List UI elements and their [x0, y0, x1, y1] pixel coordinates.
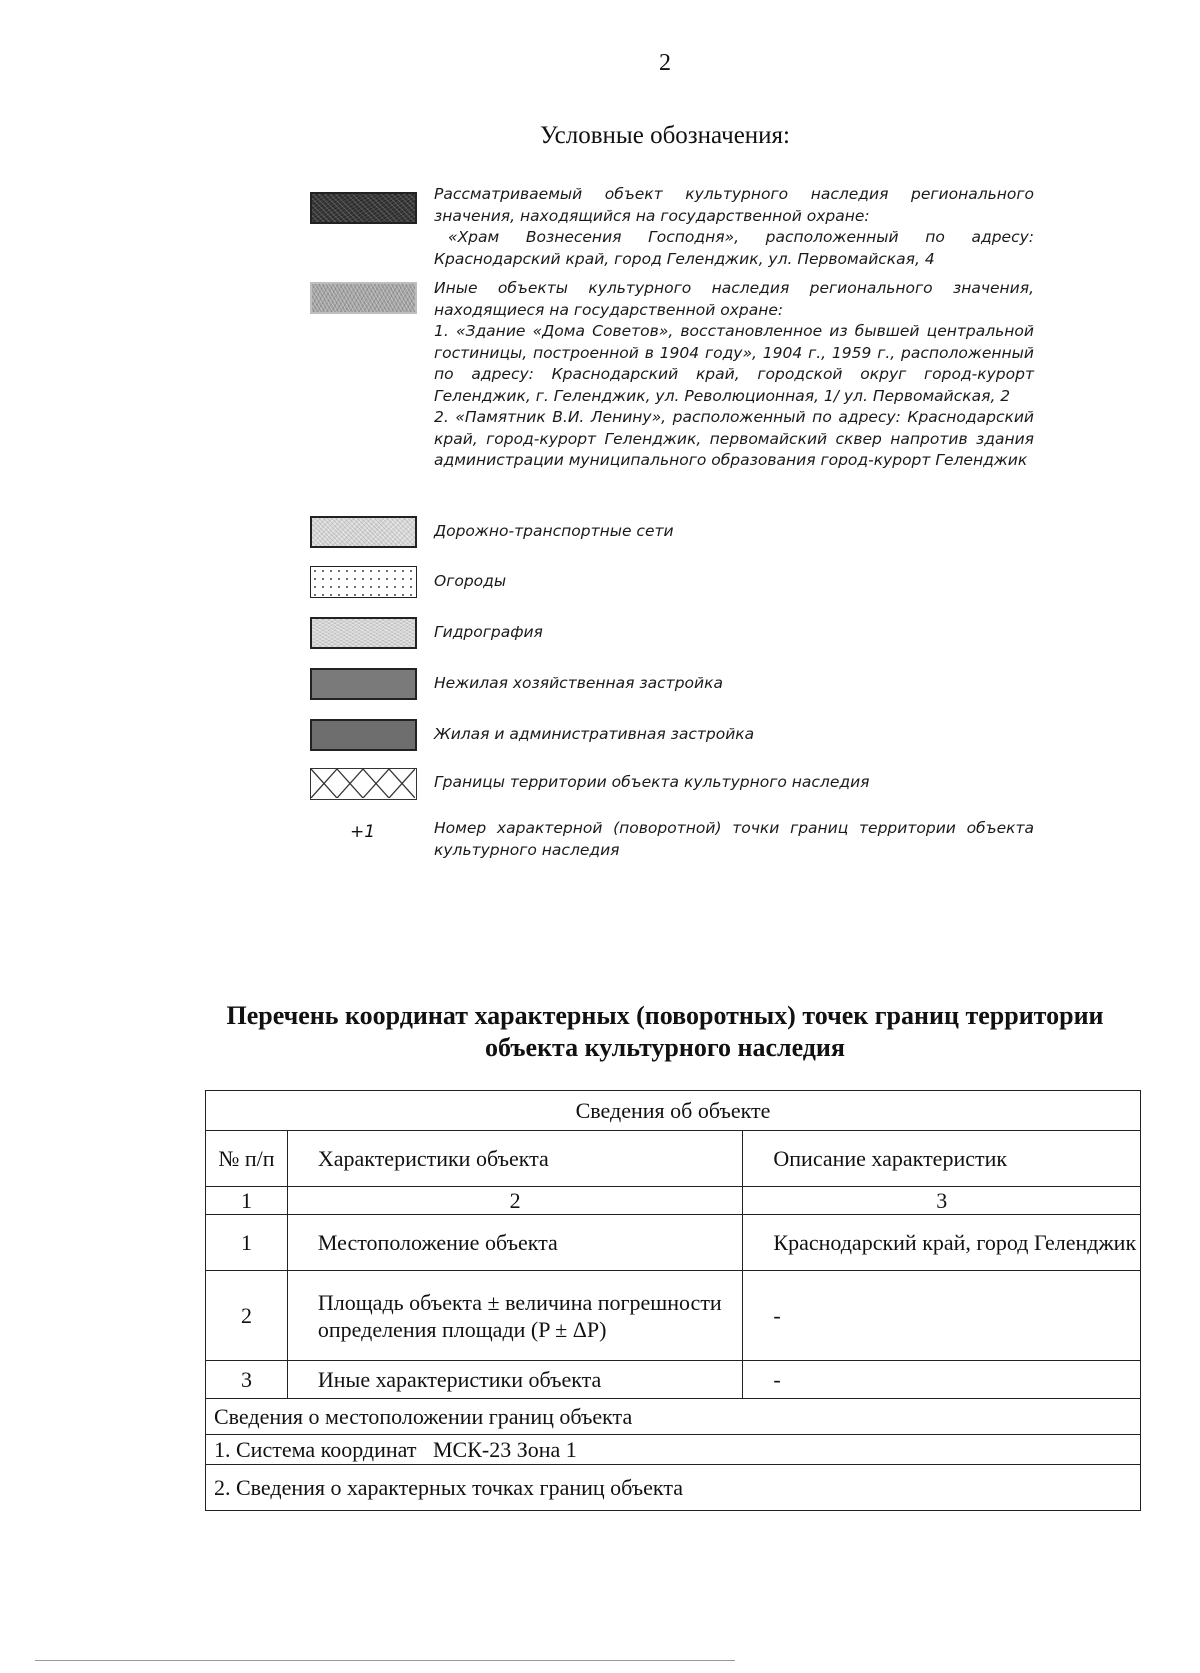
row-characteristic: Иные характеристики объекта — [287, 1361, 743, 1399]
table-row — [206, 1091, 1141, 1131]
row-description: - — [743, 1361, 1141, 1399]
page-number: 2 — [659, 50, 671, 76]
table-row — [206, 1271, 1141, 1361]
header-characteristics: Характеристики объекта — [287, 1131, 743, 1187]
header-num: № п/п — [206, 1131, 288, 1187]
legend-line: Иные объекты культурного наследия регионального значения, находящиеся на государственной охране: — [434, 279, 1034, 319]
table-caption: Сведения об объекте — [206, 1091, 1141, 1131]
legend-text: Огороды — [434, 572, 507, 590]
row-num: 1 — [206, 1215, 288, 1271]
table-row — [206, 1465, 1141, 1511]
row-characteristic: Площадь объекта ± величина погрешности определения площади (P ± ΔP) — [287, 1271, 743, 1361]
row-characteristic: Местоположение объекта — [287, 1215, 743, 1271]
legend-line: 1. «Здание «Дома Советов», восстановленное из бывшей центральной гостиницы, построенной в 1904 году», 1904 г., 1959 г., расположенный по адресу: Краснодарский край, городской округ город-курорт Геленджик, г. Геленджик, ул. Революционная, 1/ ул. Первомайская, 2 — [434, 322, 1034, 405]
legend-text: Жилая и административная застройка — [434, 725, 755, 743]
table-row — [206, 1215, 1141, 1271]
crosshatch-swatch-icon — [310, 768, 417, 800]
index-cell: 3 — [743, 1187, 1141, 1215]
dark-hatch-swatch-icon — [310, 192, 417, 224]
index-cell: 1 — [206, 1187, 288, 1215]
table-header-row — [206, 1131, 1141, 1187]
legend-text: Границы территории объекта культурного наследия — [434, 773, 870, 791]
coords-list-title: Перечень координат характерных (поворотных) точек границ территории объекта культурного наследия — [226, 1001, 1104, 1062]
legend-text — [434, 278, 1034, 472]
legend-text: Дорожно-транспортные сети — [434, 522, 674, 540]
nonresidential-swatch-icon — [310, 668, 417, 700]
table-row — [206, 1399, 1141, 1435]
legend-text — [434, 184, 1034, 270]
table-row — [206, 1435, 1141, 1465]
crosshatch-icon — [311, 769, 415, 798]
row-description: Краснодарский край, город Геленджик — [743, 1215, 1141, 1271]
roads-swatch-icon — [310, 516, 417, 548]
location-section-cell: Сведения о местоположении границ объекта — [206, 1399, 1141, 1435]
legend-line: 2. «Памятник В.И. Ленину», расположенный по адресу: Краснодарский край, город-курорт Геленджик, первомайский сквер напротив здания администрации муниципального образования город-курорт Геленджик — [434, 408, 1034, 469]
residential-swatch-icon — [310, 719, 417, 751]
legend-text: Номер характерной (поворотной) точки границ территории объекта культурного наследия — [434, 819, 1034, 859]
legend-line: «Храм Вознесения Господня», расположенный по адресу: Краснодарский край, город Геленджик, ул. Первомайская, 4 — [434, 228, 1034, 268]
object-info-table — [205, 1090, 1141, 1511]
coord-system-cell: 1. Система координат МСК-23 Зона 1 — [206, 1435, 1141, 1465]
dotted-swatch-icon — [310, 566, 417, 598]
header-description: Описание характеристик — [743, 1131, 1141, 1187]
row-num: 2 — [206, 1271, 288, 1361]
bottom-rule — [35, 1660, 735, 1661]
table-row — [206, 1361, 1141, 1399]
legend-text: Нежилая хозяйственная застройка — [434, 674, 723, 692]
hydrography-swatch-icon — [310, 617, 417, 649]
row-num: 3 — [206, 1361, 288, 1399]
points-section-cell: 2. Сведения о характерных точках границ объекта — [206, 1465, 1141, 1511]
legend-line: Рассматриваемый объект культурного наследия регионального значения, находящийся на государственной охране: — [434, 185, 1034, 225]
point-number-icon: +1 — [350, 822, 376, 842]
legend-title: Условные обозначения: — [539, 122, 791, 149]
table-index-row — [206, 1187, 1141, 1215]
row-description: - — [743, 1271, 1141, 1361]
index-cell: 2 — [287, 1187, 743, 1215]
legend-text: Гидрография — [434, 623, 543, 641]
light-hatch-swatch-icon — [310, 282, 417, 314]
